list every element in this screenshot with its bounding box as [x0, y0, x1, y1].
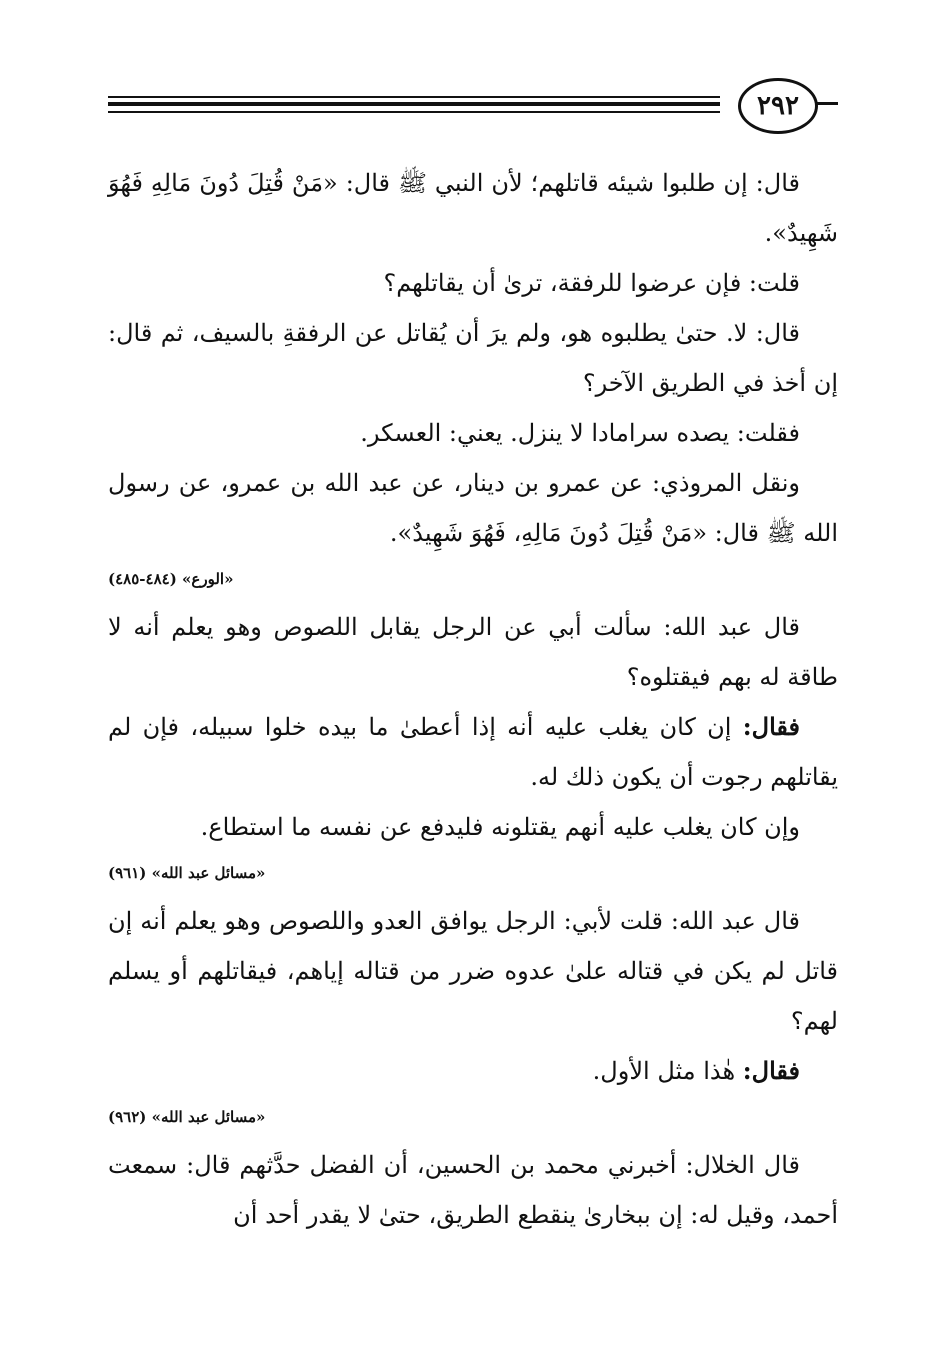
paragraph: ونقل المروذي: عن عمرو بن دينار، عن عبد الله بن عمرو، عن رسول الله ﷺ قال: «مَنْ قُتِلَ دُونَ مَالِهِ، فَهُوَ شَهِيدٌ».	[108, 469, 838, 547]
page-number-badge	[738, 78, 818, 134]
header-rule-bottom	[108, 111, 720, 113]
paragraph: قلت: فإن عرضوا للرفقة، ترىٰ أن يقاتلهم؟	[383, 269, 800, 297]
source-reference: «مسائل عبد الله» (٩٦١)	[108, 864, 266, 882]
paragraph: قال: لا. حتىٰ يطلبوه هو، ولم يرَ أن يُقاتل عن الرفقةِ بالسيف، ثم قال: إن أخذ في الطريق الآخر؟	[108, 319, 838, 397]
paragraph: قال عبد الله: قلت لأبي: الرجل يوافق العدو واللصوص وهو يعلم أنه إن قاتل لم يكن في قتاله علىٰ عدوه ضرر من قتاله إياهم، فيقاتلهم أو يسلم لهم؟	[108, 907, 838, 1035]
page-body	[108, 158, 838, 1240]
header-rule-top	[108, 96, 720, 98]
source-reference: «مسائل عبد الله» (٩٦٢)	[108, 1108, 266, 1126]
paragraph	[108, 702, 838, 802]
source-reference: «الورع» (٤٨٤-٤٨٥)	[108, 570, 234, 588]
paragraph: قال عبد الله: سألت أبي عن الرجل يقابل اللصوص وهو يعلم أنه لا طاقة له بهم فيقتلوه؟	[108, 613, 838, 691]
paragraph: قال: إن طلبوا شيئه قاتلهم؛ لأن النبي ﷺ قال: «مَنْ قُتِلَ دُونَ مَالِهِ فَهُوَ شَهِيدٌ».	[108, 169, 838, 247]
paragraph: قال الخلال: أخبرني محمد بن الحسين، أن الفضل حدَّثهم قال: سمعت أحمد، وقيل له: إن ببخارىٰ ينقطع الطريق، حتىٰ لا يقدر أحد أن	[108, 1151, 838, 1229]
paragraph	[108, 1046, 838, 1096]
paragraph: فقلت: يصده سرامادا لا ينزل. يعني: العسكر.	[360, 419, 800, 447]
header-rule-middle	[108, 102, 720, 106]
speaker-label: فقال:	[742, 712, 800, 741]
paragraph: وإن كان يغلب عليه أنهم يقتلونه فليدفع عن نفسه ما استطاع.	[200, 813, 800, 841]
speaker-label: فقال:	[742, 1056, 800, 1085]
paragraph-text: إن كان يغلب عليه أنه إذا أعطىٰ ما بيده خلوا سبيله، فإن لم يقاتلهم رجوت أن يكون ذلك له.	[108, 713, 838, 791]
page-number: ٢٩٢	[757, 91, 799, 121]
paragraph-text: هٰذا مثل الأول.	[592, 1057, 743, 1085]
page-header	[108, 78, 838, 138]
